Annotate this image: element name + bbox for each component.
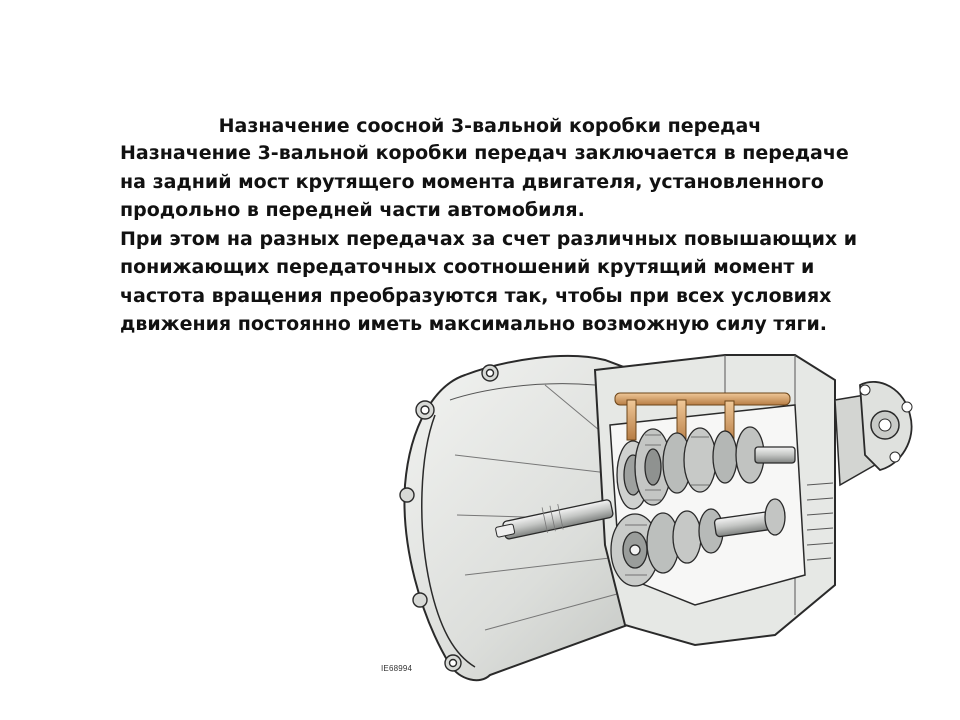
gearbox-illustration — [395, 345, 930, 690]
paragraph-purpose: Назначение 3-вальной коробки передач заключается в передаче на задний мост крутящего момента двигателя, установленного продольно в передней части автомобиля. — [120, 142, 849, 221]
output-flange — [835, 382, 912, 485]
body-text — [120, 139, 880, 339]
paragraph-ratios: При этом на разных передачах за счет различных повышающих и понижающих передаточных соотношений крутящий момент и частота вращения преобразуются так, чтобы при всех условиях движения постоянно иметь максимально возможную силу тяги. — [120, 227, 858, 335]
illustration-code: IE68994 — [381, 664, 413, 673]
slide-title: Назначение соосной 3-вальной коробки передач — [218, 115, 762, 137]
